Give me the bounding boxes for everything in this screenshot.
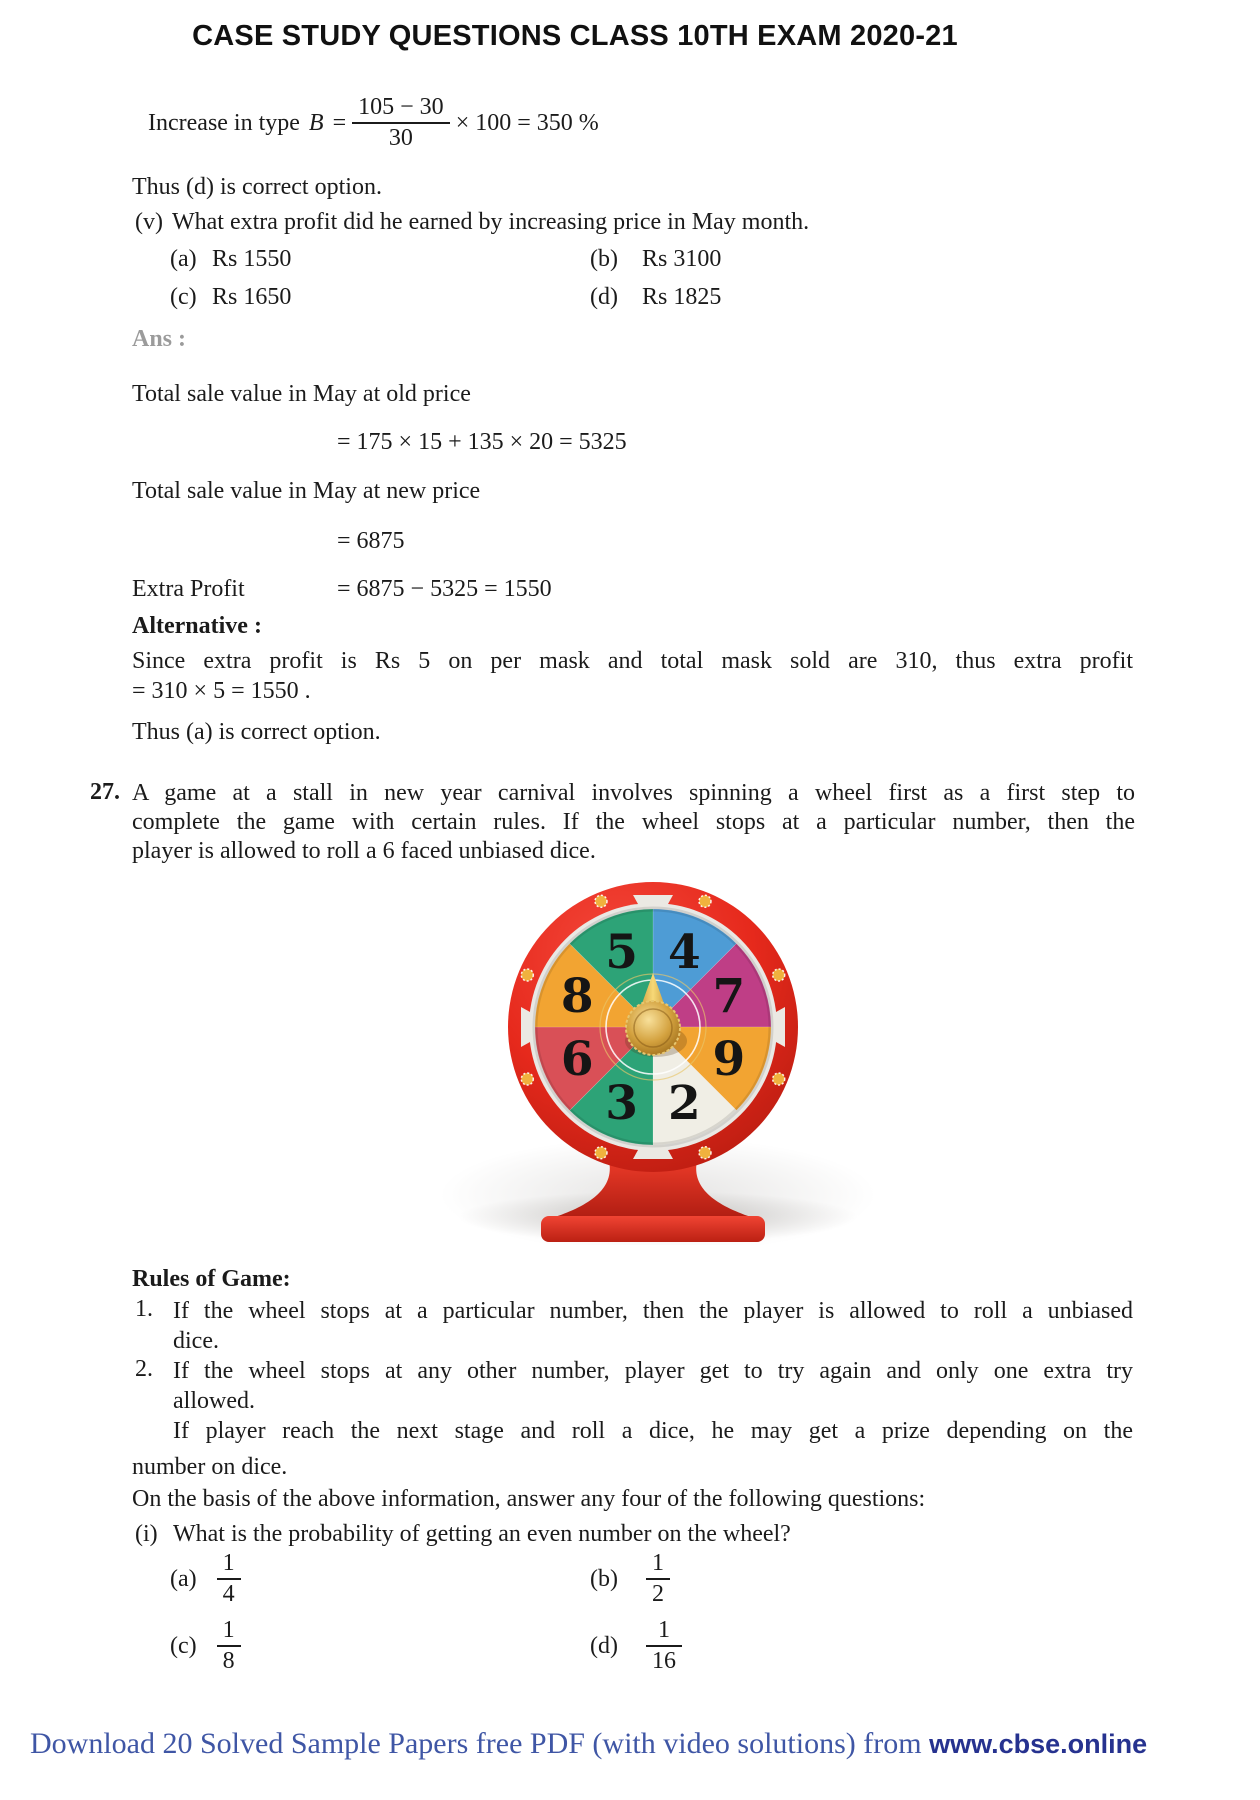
sub-option-a-label: (a) bbox=[170, 1565, 197, 1592]
sub-option-c bbox=[170, 1617, 238, 1675]
option-b-text: Rs 3100 bbox=[642, 246, 722, 272]
sub-option-d-label: (d) bbox=[590, 1632, 618, 1659]
question-27-text bbox=[132, 779, 1135, 866]
question-v bbox=[135, 209, 1135, 236]
option-d bbox=[590, 284, 721, 311]
question-v-text: What extra profit did he earned by increasing price in May month. bbox=[172, 209, 810, 235]
note-line2: number on dice. bbox=[132, 1454, 288, 1480]
rule-2-line1: If the wheel stops at any other number, player get to try again and only one extra try bbox=[173, 1358, 1133, 1384]
sub-question-i-label: (i) bbox=[135, 1521, 158, 1547]
footer-text: Download 20 Solved Sample Papers free PDF (with video solutions) from bbox=[30, 1727, 930, 1760]
fraction-denominator: 4 bbox=[222, 1581, 235, 1607]
thus-a-line: Thus (a) is correct option. bbox=[132, 719, 381, 745]
new-price-label: Total sale value in May at new price bbox=[132, 478, 481, 504]
question-v-label: (v) bbox=[135, 209, 163, 235]
ring-dot bbox=[773, 1073, 785, 1085]
footer-brand-link[interactable]: www.cbse.online bbox=[929, 1729, 1148, 1759]
rule-2 bbox=[173, 1356, 1133, 1416]
formula-equals: = bbox=[332, 109, 347, 136]
segment-number: 5 bbox=[605, 925, 638, 980]
sub-option-c-fraction bbox=[220, 1617, 238, 1675]
fraction-numerator: 1 bbox=[222, 1550, 235, 1576]
option-a-label: (a) bbox=[170, 246, 197, 272]
question-27-line2: complete the game with certain rules. If the wheel stops at a particular number, then the bbox=[132, 809, 1135, 835]
question-27-number: 27. bbox=[90, 779, 120, 805]
ring-dot bbox=[521, 1073, 533, 1085]
sub-option-a-fraction bbox=[220, 1550, 238, 1608]
alternative-line2: = 310 × 5 = 1550 . bbox=[132, 678, 311, 704]
answer-label: Ans : bbox=[132, 326, 187, 352]
formula-variable: B bbox=[308, 109, 324, 136]
segment-number: 9 bbox=[712, 1032, 746, 1087]
rule-1-line2: dice. bbox=[173, 1328, 219, 1354]
fraction-denominator: 8 bbox=[222, 1648, 235, 1674]
sub-option-b-fraction bbox=[649, 1550, 667, 1608]
spinning-wheel-image bbox=[423, 865, 883, 1245]
increase-formula bbox=[148, 94, 599, 152]
fraction-bar bbox=[352, 122, 450, 124]
fraction-bar bbox=[646, 1578, 670, 1580]
rule-1-line1: If the wheel stops at a particular number, then the player is allowed to roll a unbiased bbox=[173, 1298, 1133, 1324]
sub-question-i bbox=[135, 1521, 1135, 1548]
rule-1-number: 1. bbox=[135, 1296, 153, 1322]
rule-2-line2: allowed. bbox=[173, 1388, 255, 1414]
sub-option-b bbox=[590, 1550, 667, 1608]
fraction-numerator: 105 − 30 bbox=[358, 94, 444, 120]
sub-question-i-text: What is the probability of getting an even number on the wheel? bbox=[173, 1521, 791, 1547]
segment-number: 6 bbox=[560, 1032, 594, 1087]
option-c bbox=[170, 284, 291, 311]
basis-line: On the basis of the above information, answer any four of the following questions: bbox=[132, 1486, 926, 1512]
alternative-line1: Since extra profit is Rs 5 on per mask and total mask sold are 310, thus extra profit bbox=[132, 648, 1133, 674]
sub-option-c-label: (c) bbox=[170, 1632, 197, 1659]
question-27-line1: A game at a stall in new year carnival involves spinning a wheel first as a first step to bbox=[132, 780, 1135, 806]
segment-number: 3 bbox=[605, 1076, 638, 1131]
ring-dot bbox=[773, 969, 785, 981]
footer bbox=[30, 1727, 1147, 1761]
formula-prefix: Increase in type bbox=[148, 109, 300, 136]
thus-d-line: Thus (d) is correct option. bbox=[132, 174, 382, 200]
fraction-numerator: 1 bbox=[657, 1617, 670, 1643]
fraction bbox=[355, 94, 447, 152]
alternative-label: Alternative : bbox=[132, 613, 262, 639]
option-c-text: Rs 1650 bbox=[212, 284, 292, 310]
ring-dot bbox=[595, 1147, 607, 1159]
question-27-line3: player is allowed to roll a 6 faced unbiased dice. bbox=[132, 838, 596, 864]
rules-title: Rules of Game: bbox=[132, 1266, 291, 1292]
fraction-bar bbox=[217, 1578, 241, 1580]
fraction-numerator: 1 bbox=[651, 1550, 664, 1576]
sub-option-a bbox=[170, 1550, 238, 1608]
segment-number: 7 bbox=[712, 969, 746, 1024]
option-a-text: Rs 1550 bbox=[212, 246, 292, 272]
formula-suffix: × 100 = 350 % bbox=[455, 109, 599, 136]
option-b bbox=[590, 246, 721, 273]
option-b-label: (b) bbox=[590, 246, 618, 272]
extra-profit-label: Extra Profit bbox=[132, 576, 245, 602]
rule-1 bbox=[173, 1296, 1133, 1356]
old-price-label: Total sale value in May at old price bbox=[132, 381, 471, 407]
ring-dot bbox=[699, 895, 711, 907]
fraction-bar bbox=[217, 1645, 241, 1647]
option-c-label: (c) bbox=[170, 284, 197, 310]
old-price-equation: = 175 × 15 + 135 × 20 = 5325 bbox=[337, 429, 627, 455]
fraction-denominator: 2 bbox=[651, 1581, 664, 1607]
option-a bbox=[170, 246, 291, 273]
fraction-numerator: 1 bbox=[222, 1617, 235, 1643]
segment-number: 8 bbox=[560, 969, 594, 1024]
alternative-paragraph bbox=[132, 646, 1133, 706]
wheel-stand-base bbox=[541, 1216, 765, 1242]
option-d-label: (d) bbox=[590, 284, 618, 310]
extra-profit-equation: = 6875 − 5325 = 1550 bbox=[337, 576, 552, 602]
ring-dot bbox=[595, 895, 607, 907]
rule-2-number: 2. bbox=[135, 1356, 153, 1382]
ring-dot bbox=[699, 1147, 711, 1159]
segment-number: 4 bbox=[668, 925, 701, 980]
note-line1: If player reach the next stage and roll a dice, he may get a prize depending on the bbox=[173, 1418, 1133, 1444]
fraction-bar bbox=[646, 1645, 682, 1647]
fraction-denominator: 16 bbox=[651, 1648, 676, 1674]
sub-option-b-label: (b) bbox=[590, 1565, 618, 1592]
option-d-text: Rs 1825 bbox=[642, 284, 722, 310]
fraction-denominator: 30 bbox=[388, 125, 413, 151]
segment-number: 2 bbox=[668, 1076, 701, 1131]
sub-option-d bbox=[590, 1617, 679, 1675]
ring-dot bbox=[521, 969, 533, 981]
page-title: CASE STUDY QUESTIONS CLASS 10TH EXAM 2020-21 bbox=[192, 20, 958, 52]
new-price-equation: = 6875 bbox=[337, 528, 405, 554]
sub-option-d-fraction bbox=[649, 1617, 679, 1675]
